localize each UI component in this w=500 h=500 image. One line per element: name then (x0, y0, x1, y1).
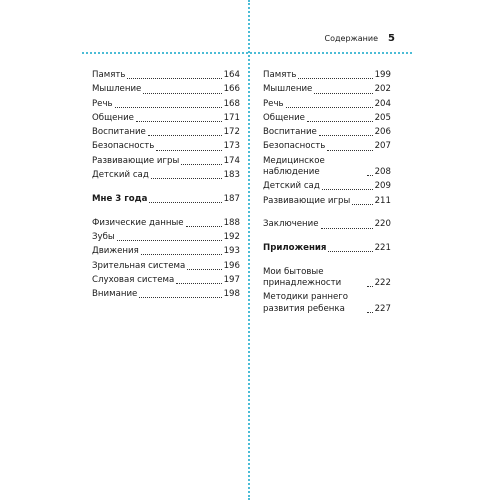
toc-entry-page: 192 (223, 231, 240, 242)
toc-entry-title: Зрительная система (92, 260, 186, 271)
toc-entry-page: 164 (223, 70, 240, 80)
toc-gap (92, 184, 240, 194)
toc-entry[interactable] (92, 246, 240, 257)
toc-entry[interactable] (92, 141, 240, 152)
toc-gap (263, 234, 391, 244)
toc-entry-title: Мышление (92, 84, 142, 95)
toc-entry[interactable] (92, 218, 240, 229)
toc-entry-page: 227 (374, 303, 391, 314)
dot-leader (322, 189, 373, 190)
toc-entry[interactable] (263, 292, 391, 314)
toc-entry-page: 221 (374, 243, 391, 254)
toc-entry-title: Методики раннего развития ребенка (263, 292, 349, 314)
dot-leader (156, 150, 221, 151)
toc-entry-title: Физические данные (92, 217, 184, 228)
dot-leader (328, 251, 372, 252)
toc-entry-title: Речь (263, 98, 284, 109)
dot-leader (352, 204, 372, 205)
toc-entry-page: 202 (374, 84, 391, 95)
dot-leader (314, 93, 372, 94)
dot-leader (151, 178, 222, 179)
dot-leader (367, 175, 373, 176)
dot-leader (286, 107, 373, 108)
dot-leader (327, 150, 372, 151)
toc-entry-title: Мне 3 года (92, 193, 148, 204)
toc-entry-page: 207 (374, 141, 391, 152)
toc-entry-title: Общение (92, 112, 134, 123)
toc-entry-title: Внимание (92, 289, 138, 300)
toc-entry[interactable] (263, 196, 391, 207)
toc-entry-page: 172 (223, 127, 240, 138)
toc-entry-title: Общение (263, 112, 305, 123)
toc-entry-title: Зубы (92, 231, 115, 242)
toc-gap (92, 208, 240, 218)
toc-entry[interactable] (92, 127, 240, 138)
toc-entry-page: 166 (223, 84, 240, 95)
toc-entry-title: Безопасность (263, 141, 326, 152)
toc-entry-title: Память (92, 70, 126, 80)
toc-entry[interactable] (92, 84, 240, 95)
toc-entry[interactable] (263, 267, 391, 289)
toc-entry-title: Медицинское наблюдение (263, 155, 325, 177)
toc-entry[interactable] (263, 113, 391, 124)
toc-entry-page: 205 (374, 112, 391, 123)
toc-column-left (92, 70, 240, 303)
dot-leader (136, 121, 222, 122)
dot-leader (149, 202, 221, 203)
toc-entry-page: 174 (223, 155, 240, 166)
toc-entry[interactable] (92, 99, 240, 110)
toc-entry-title: Детский сад (263, 181, 320, 192)
dot-leader (319, 135, 373, 136)
toc-entry[interactable] (92, 232, 240, 243)
toc-entry-title: Движения (92, 246, 139, 257)
toc-entry-title: Безопасность (92, 141, 155, 152)
toc-entry[interactable] (263, 219, 391, 230)
header-title: Содержание (324, 34, 379, 43)
toc-entry-page: 204 (374, 98, 391, 109)
dot-leader (187, 269, 221, 270)
dot-leader (367, 286, 373, 287)
toc-entry-page: 187 (223, 193, 240, 204)
toc-entry[interactable] (263, 84, 391, 95)
toc-entry-page: 211 (374, 195, 391, 206)
toc-entry-title: Речь (92, 98, 113, 109)
toc-entry-page: 198 (223, 289, 240, 300)
dot-leader (141, 254, 222, 255)
toc-entry-page: 209 (374, 181, 391, 192)
toc-entry[interactable] (263, 141, 391, 152)
toc-entry[interactable] (92, 70, 240, 81)
vertical-guide-line (248, 0, 250, 500)
dot-leader (148, 135, 222, 136)
dot-leader (115, 107, 222, 108)
dot-leader (298, 78, 372, 79)
toc-entry[interactable] (92, 289, 240, 300)
toc-entry[interactable] (92, 261, 240, 272)
toc-entry-page: 199 (374, 70, 391, 80)
dot-leader (117, 240, 222, 241)
toc-entry-title: Мышление (263, 84, 313, 95)
toc-entry-page: 188 (223, 217, 240, 228)
dot-leader (367, 312, 373, 313)
dot-leader (321, 228, 373, 229)
toc-entry-page: 206 (374, 127, 391, 138)
toc-gap (263, 257, 391, 267)
dot-leader (143, 93, 221, 94)
toc-entry-title: Приложения (263, 243, 327, 254)
horizontal-guide-line (82, 52, 412, 54)
toc-entry-title: Воспитание (92, 127, 146, 138)
toc-entry-page: 168 (223, 98, 240, 109)
toc-entry-page: 196 (223, 260, 240, 271)
dot-leader (176, 283, 221, 284)
toc-entry[interactable] (263, 127, 391, 138)
toc-entry-page: 208 (374, 166, 391, 177)
toc-entry-page: 193 (223, 246, 240, 257)
running-header (325, 33, 395, 44)
toc-entry-page: 220 (374, 219, 391, 230)
toc-entry[interactable] (263, 156, 391, 178)
toc-entry-title: Детский сад (92, 170, 149, 181)
header-page-number: 5 (388, 33, 395, 44)
toc-entry[interactable] (263, 181, 391, 192)
dot-leader (307, 121, 373, 122)
toc-entry-title: Развивающие игры (263, 195, 351, 206)
toc-entry-title: Слуховая система (92, 274, 175, 285)
toc-entry[interactable] (263, 70, 391, 81)
dot-leader (186, 226, 222, 227)
toc-entry-title: Развивающие игры (92, 155, 180, 166)
toc-entry-page: 222 (374, 278, 391, 289)
toc-column-right (263, 70, 391, 318)
toc-entry-page: 197 (223, 274, 240, 285)
toc-entry[interactable] (92, 194, 240, 205)
toc-entry[interactable] (92, 113, 240, 124)
toc-entry-title: Заключение (263, 219, 319, 230)
toc-gap (263, 210, 391, 220)
toc-entry[interactable] (92, 275, 240, 286)
toc-entry-title: Мои бытовые принадлежности (263, 266, 342, 289)
toc-entry[interactable] (92, 170, 240, 181)
toc-entry[interactable] (263, 243, 391, 254)
toc-entry[interactable] (263, 99, 391, 110)
toc-entry[interactable] (92, 156, 240, 167)
toc-entry-page: 173 (223, 141, 240, 152)
dot-leader (127, 78, 221, 79)
dot-leader (181, 164, 221, 165)
toc-entry-title: Воспитание (263, 127, 317, 138)
dot-leader (139, 297, 221, 298)
toc-entry-title: Память (263, 70, 297, 80)
toc-entry-page: 171 (223, 112, 240, 123)
toc-entry-page: 183 (223, 170, 240, 181)
